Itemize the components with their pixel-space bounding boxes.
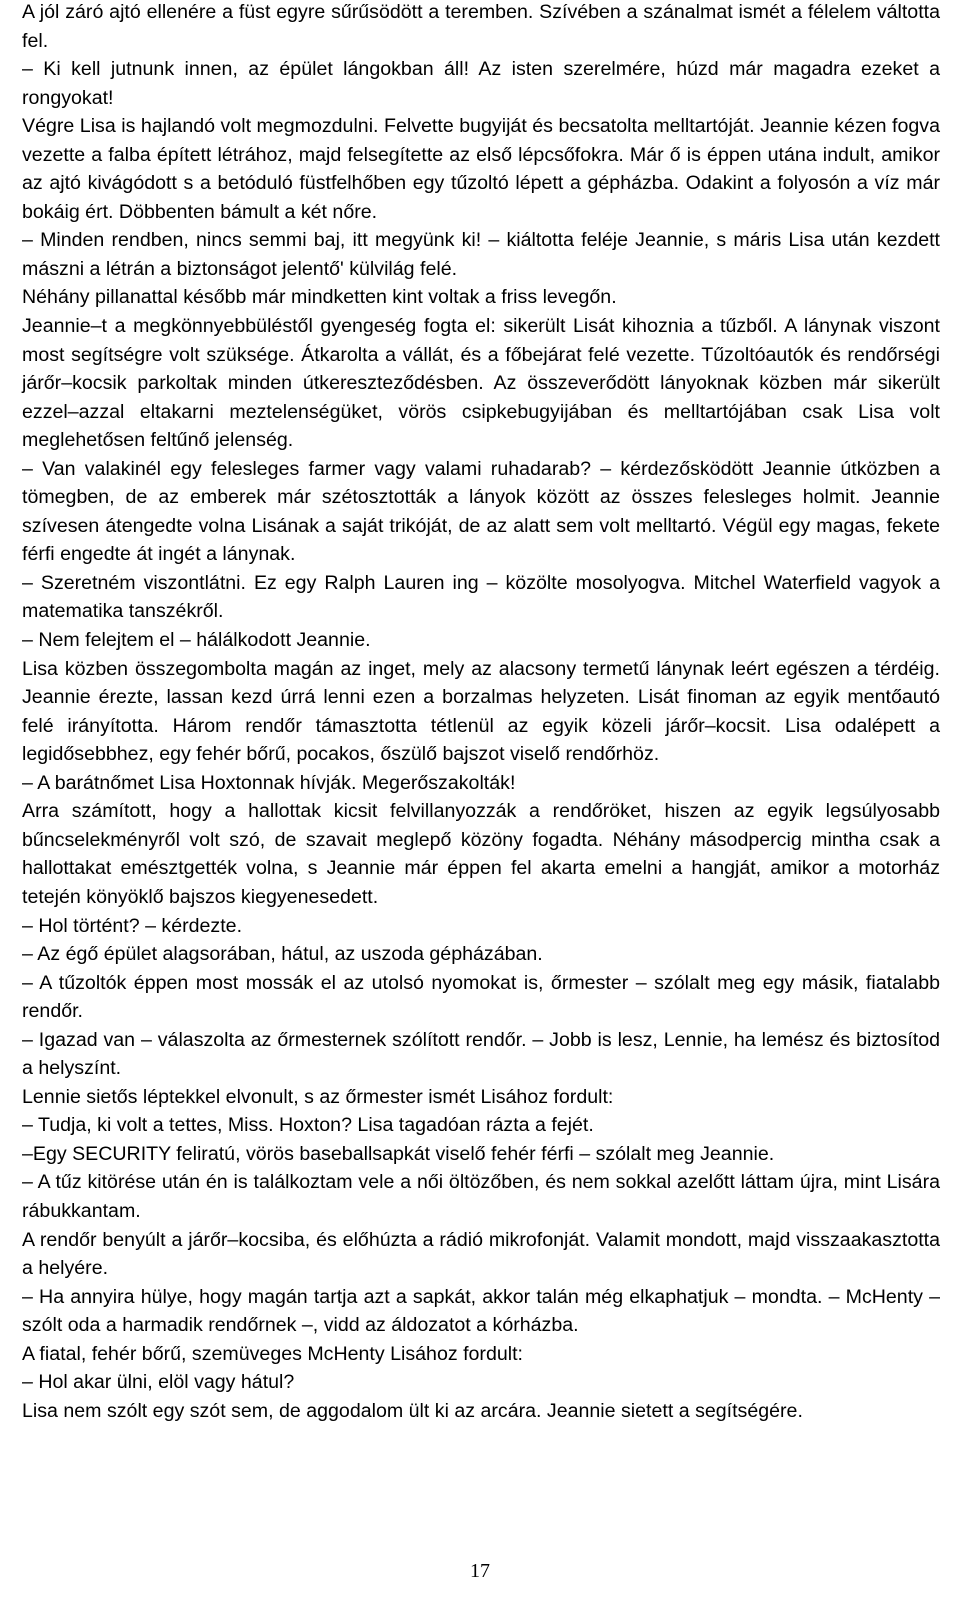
paragraph: Lisa nem szólt egy szót sem, de aggodalom ült ki az arcára. Jeannie sietett a segítségére. — [22, 1399, 803, 1422]
paragraph: Lennie sietős léptekkel elvonult, s az őrmester ismét Lisához fordult: — [22, 1085, 614, 1108]
paragraph: – Szeretném viszontlátni. Ez egy Ralph Lauren ing – közölte mosolyogva. Mitchel Waterfield vagyok a matematika tanszékről. — [22, 571, 940, 623]
paragraph: A jól záró ajtó ellenére a füst egyre sűrűsödött a teremben. Szívében a szánalmat ismét a félelem váltotta fel. — [22, 1, 940, 52]
paragraph: Néhány pillanattal később már mindketten kint voltak a friss levegőn. — [22, 286, 617, 309]
paragraph: – Az égő épület alagsorában, hátul, az uszoda gépházában. — [22, 943, 543, 966]
body-text — [22, 0, 940, 1425]
paragraph: A fiatal, fehér bőrű, szemüveges McHenty Lisához fordult: — [22, 1342, 523, 1365]
paragraph: – A tűz kitörése után én is találkoztam vele a női öltözőben, és nem sokkal azelőtt láttam újra, mint Lisára rábukkantam. — [22, 1171, 940, 1222]
paragraph: Lisa közben összegombolta magán az inget, mely az alacsony termetű lánynak leért egészen a térdéig. Jeannie érezte, lassan kezd úrrá lenni ezen a borzalmas helyzeten. Lisát finoman az egyik mentőautó felé irányította. Három rendőr támasztotta tétlenül az egyik közeli járőr–kocsit. Lisa odalépett a legidősebbhez, egy fehér bőrű, pocakos, őszülő bajszot viselő rendőrhöz. — [22, 657, 940, 766]
paragraph: – A barátnőmet Lisa Hoxtonnak hívják. Megerőszakolták! — [22, 771, 516, 794]
paragraph: – A tűzoltók éppen most mossák el az utolsó nyomokat is, őrmester – szólalt meg egy másik, fiatalabb rendőr. — [22, 971, 940, 1023]
paragraph: – Igazad van – válaszolta az őrmesternek szólított rendőr. – Jobb is lesz, Lennie, ha lemész és biztosítod a helyszínt. — [22, 1028, 940, 1080]
paragraph: – Hol történt? – kérdezte. — [22, 914, 243, 937]
paragraph: – Minden rendben, nincs semmi baj, itt megyünk ki! – kiáltotta feléje Jeannie, s máris Lisa után kezdett mászni a létrán a biztonságot jelentő' külvilág felé. — [22, 229, 940, 280]
paragraph: – Tudja, ki volt a tettes, Miss. Hoxton? Lisa tagadóan rázta a fejét. — [22, 1114, 594, 1137]
paragraph: –Egy SECURITY feliratú, vörös baseballsapkát viselő fehér férfi – szólalt meg Jeannie. — [22, 1142, 775, 1165]
paragraph: – Ki kell jutnunk innen, az épület lángokban áll! Az isten szerelmére, húzd már magadra ezeket a rongyokat! — [22, 58, 940, 109]
paragraph: Jeannie–t a megkönnyebbüléstől gyengeség fogta el: sikerült Lisát kihoznia a tűzből. A lánynak viszont most segítségre volt szüksége. Átkarolta a vállát, és a főbejárat felé vezette. Tűzoltóautók és rendőrségi járőr–kocsik parkoltak minden útkereszteződésben. Az összeverődött lányoknak közben már sikerült ezzel–azzal eltakarni meztelenségüket, vörös csipkebugyijában és melltartójában csak Lisa volt meglehetősen feltűnő jelenség. — [22, 315, 940, 452]
paragraph: A rendőr benyúlt a járőr–kocsiba, és előhúzta a rádió mikrofonját. Valamit mondott, majd visszaakasztotta a helyére. — [22, 1228, 940, 1280]
paragraph: – Hol akar ülni, elöl vagy hátul? — [22, 1371, 295, 1394]
paragraph: Végre Lisa is hajlandó volt megmozdulni. Felvette bugyiját és becsatolta melltartóját. Jeannie kézen fogva vezette a falba épített létrához, majd felsegítette az első lépcsőfokra. Már ő is éppen utána indult, amikor az ajtó kivágódott s a betóduló füstfelhőben egy tűzoltó lépett a gépházba. Odakint a folyosón a víz már bokáig ért. Döbbenten bámult a két nőre. — [22, 115, 940, 223]
paragraph: – Van valakinél egy felesleges farmer vagy valami ruhadarab? – kérdezősködött Jeannie útközben a tömegben, de az emberek már szétosztották a lányok között az összes felesleges holmit. Jeannie szívesen átengedte volna Lisának a saját trikóját, de az alatt sem volt melltartó. Végül egy magas, fekete férfi engedte át ingét a lánynak. — [22, 457, 940, 566]
paragraph: – Ha annyira hülye, hogy magán tartja azt a sapkát, akkor talán még elkaphatjuk – mondta. – McHenty – szólt oda a harmadik rendőrnek –, vidd az áldozatot a kórházba. — [22, 1285, 940, 1337]
paragraph: Arra számított, hogy a hallottak kicsit felvillanyozzák a rendőröket, hiszen az egyik legsúlyosabb bűncselekményről volt szó, de szavait meglepő közöny fogadta. Néhány másodpercig mintha csak a hallottakat emésztgették volna, s Jeannie már éppen fel akarta emelni a hangját, amikor a motorház tetején könyöklő bajszos kiegyenesedett. — [22, 800, 940, 908]
paragraph: – Nem felejtem el – hálálkodott Jeannie. — [22, 629, 371, 652]
page-number: 17 — [470, 1560, 490, 1582]
